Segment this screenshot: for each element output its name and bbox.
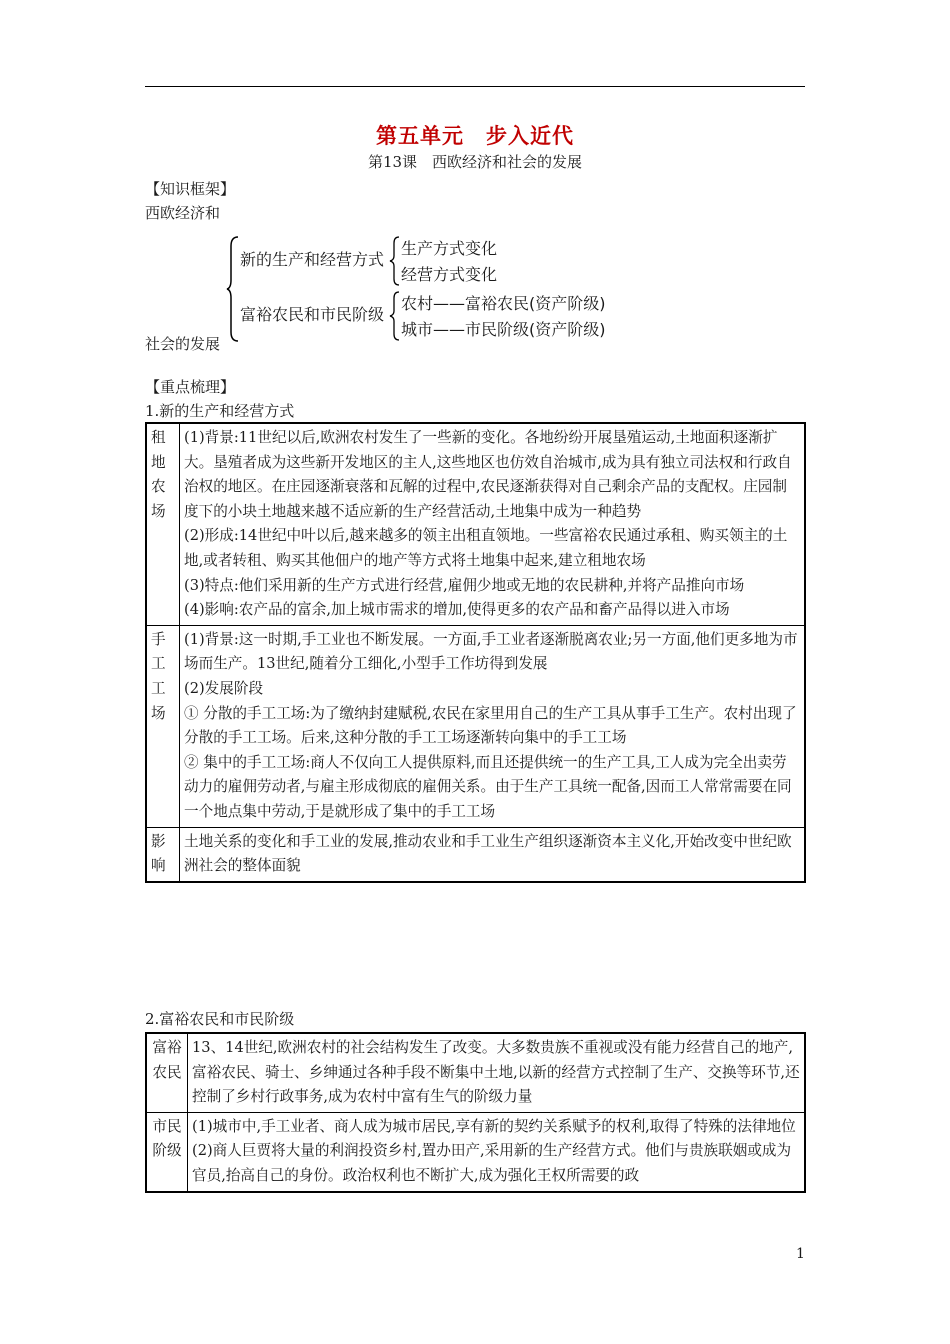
- row-content: [188, 1112, 806, 1191]
- framework-root-top: 西欧经济和: [145, 204, 221, 222]
- section2-table: [145, 1032, 806, 1193]
- framework-item-countryside: 农村——富裕农民(资产阶级): [401, 294, 606, 313]
- table-row: [146, 1033, 805, 1112]
- key-points-heading: 【重点梳理】: [145, 378, 236, 396]
- row-header-burghers: 市民阶级: [146, 1112, 188, 1191]
- paragraph: 13、14世纪,欧洲农村的社会结构发生了改变。大多数贵族不重视或没有能力经营自己的地产,富裕农民、骑士、乡绅通过各种手段不断集中土地,以新的经营方式控制了生产、交换等环节,还控制了乡村行政事务,成为农村中富有生气的阶级力量: [192, 1039, 800, 1106]
- paragraph: ② 集中的手工工场:商人不仅向工人提供原料,而且还提供统一的生产工具,工人成为完全出卖劳动力的雇佣劳动者,与雇主形成彻底的雇佣关系。由于生产工具统一配备,因而工人常常需要在同一个地点集中劳动,于是就形成了集中的手工工场: [184, 753, 792, 820]
- framework-branch2-brace: [389, 291, 401, 341]
- page-number: 1: [796, 1246, 805, 1262]
- framework-branch-production: 新的生产和经营方式: [240, 250, 385, 269]
- paragraph: (1)背景:这一时期,手工业也不断发展。一方面,手工业者逐渐脱离农业;另一方面,他们更多地为市场而生产。13世纪,随着分工细化,小型手工作坊得到发展: [184, 630, 798, 673]
- section2-title: 2.富裕农民和市民阶级: [145, 1010, 295, 1028]
- row-header-impact: 影响: [146, 827, 180, 882]
- framework-root-bottom: 社会的发展: [145, 335, 221, 353]
- row-content: [180, 827, 806, 882]
- section1-title: 1.新的生产和经营方式: [145, 402, 295, 420]
- paragraph: 土地关系的变化和手工业的发展,推动农业和手工业生产组织逐渐资本主义化,开始改变中世纪欧洲社会的整体面貌: [184, 832, 792, 875]
- table-row: [146, 423, 805, 625]
- paragraph: (4)影响:农产品的富余,加上城市需求的增加,使得更多的农产品和畜产品得以进入市场: [184, 601, 730, 619]
- framework-item-production-change: 生产方式变化: [401, 239, 498, 258]
- table-row: [146, 827, 805, 882]
- top-rule: [145, 86, 805, 87]
- table-row: [146, 625, 805, 827]
- paragraph: (1)城市中,手工业者、商人成为城市居民,享有新的契约关系赋予的权利,取得了特殊的法律地位: [192, 1117, 796, 1135]
- framework-branch-classes: 富裕农民和市民阶级: [240, 305, 385, 324]
- framework-item-city: 城市——市民阶级(资产阶级): [401, 320, 606, 339]
- section1-table: [145, 422, 806, 883]
- paragraph: (2)发展阶段: [184, 679, 264, 697]
- row-content: [180, 423, 806, 625]
- row-header-workshop: 手工工场: [146, 625, 180, 827]
- paragraph: (2)形成:14世纪中叶以后,越来越多的领主出租直领地。一些富裕农民通过承租、购买领主的土地,或者转租、购买其他佃户的地产等方式将土地集中起来,建立租地农场: [184, 527, 788, 569]
- framework-branch1-brace: [389, 236, 401, 286]
- row-content: [188, 1033, 806, 1112]
- unit-title: 第五单元 步入近代: [376, 124, 574, 148]
- row-content: [180, 625, 806, 827]
- row-header-rental-farm: 租地农场: [146, 423, 180, 625]
- table-row: [146, 1112, 805, 1191]
- framework-main-brace: [226, 236, 240, 342]
- lesson-title: 第13课 西欧经济和社会的发展: [367, 153, 583, 171]
- paragraph: ① 分散的手工工场:为了缴纳封建赋税,农民在家里用自己的生产工具从事手工生产。农村出现了分散的手工工场。后来,这种分散的手工工场逐渐转向集中的手工工场: [184, 704, 797, 747]
- paragraph: (3)特点:他们采用新的生产方式进行经营,雇佣少地或无地的农民耕种,并将产品推向市场: [184, 576, 745, 594]
- paragraph: (1)背景:11世纪以后,欧洲农村发生了一些新的变化。各地纷纷开展垦殖运动,土地面积逐渐扩大。垦殖者成为这些新开发地区的主人,这些地区也仿效自治城市,成为具有独立司法权和行政自治权的地区。在庄园逐渐衰落和瓦解的过程中,农民逐渐获得对自己剩余产品的支配权。庄园制度下的小块土地越来越不适应新的生产经营活动,土地集中成为一种趋势: [184, 429, 792, 520]
- paragraph: (2)商人巨贾将大量的利润投资乡村,置办田产,采用新的生产经营方式。他们与贵族联姻或成为官员,抬高自己的身份。政治权利也不断扩大,成为强化王权所需要的政: [192, 1142, 792, 1184]
- framework-heading: 【知识框架】: [145, 180, 236, 198]
- framework-item-management-change: 经营方式变化: [401, 265, 498, 284]
- row-header-rich-peasants: 富裕农民: [146, 1033, 188, 1112]
